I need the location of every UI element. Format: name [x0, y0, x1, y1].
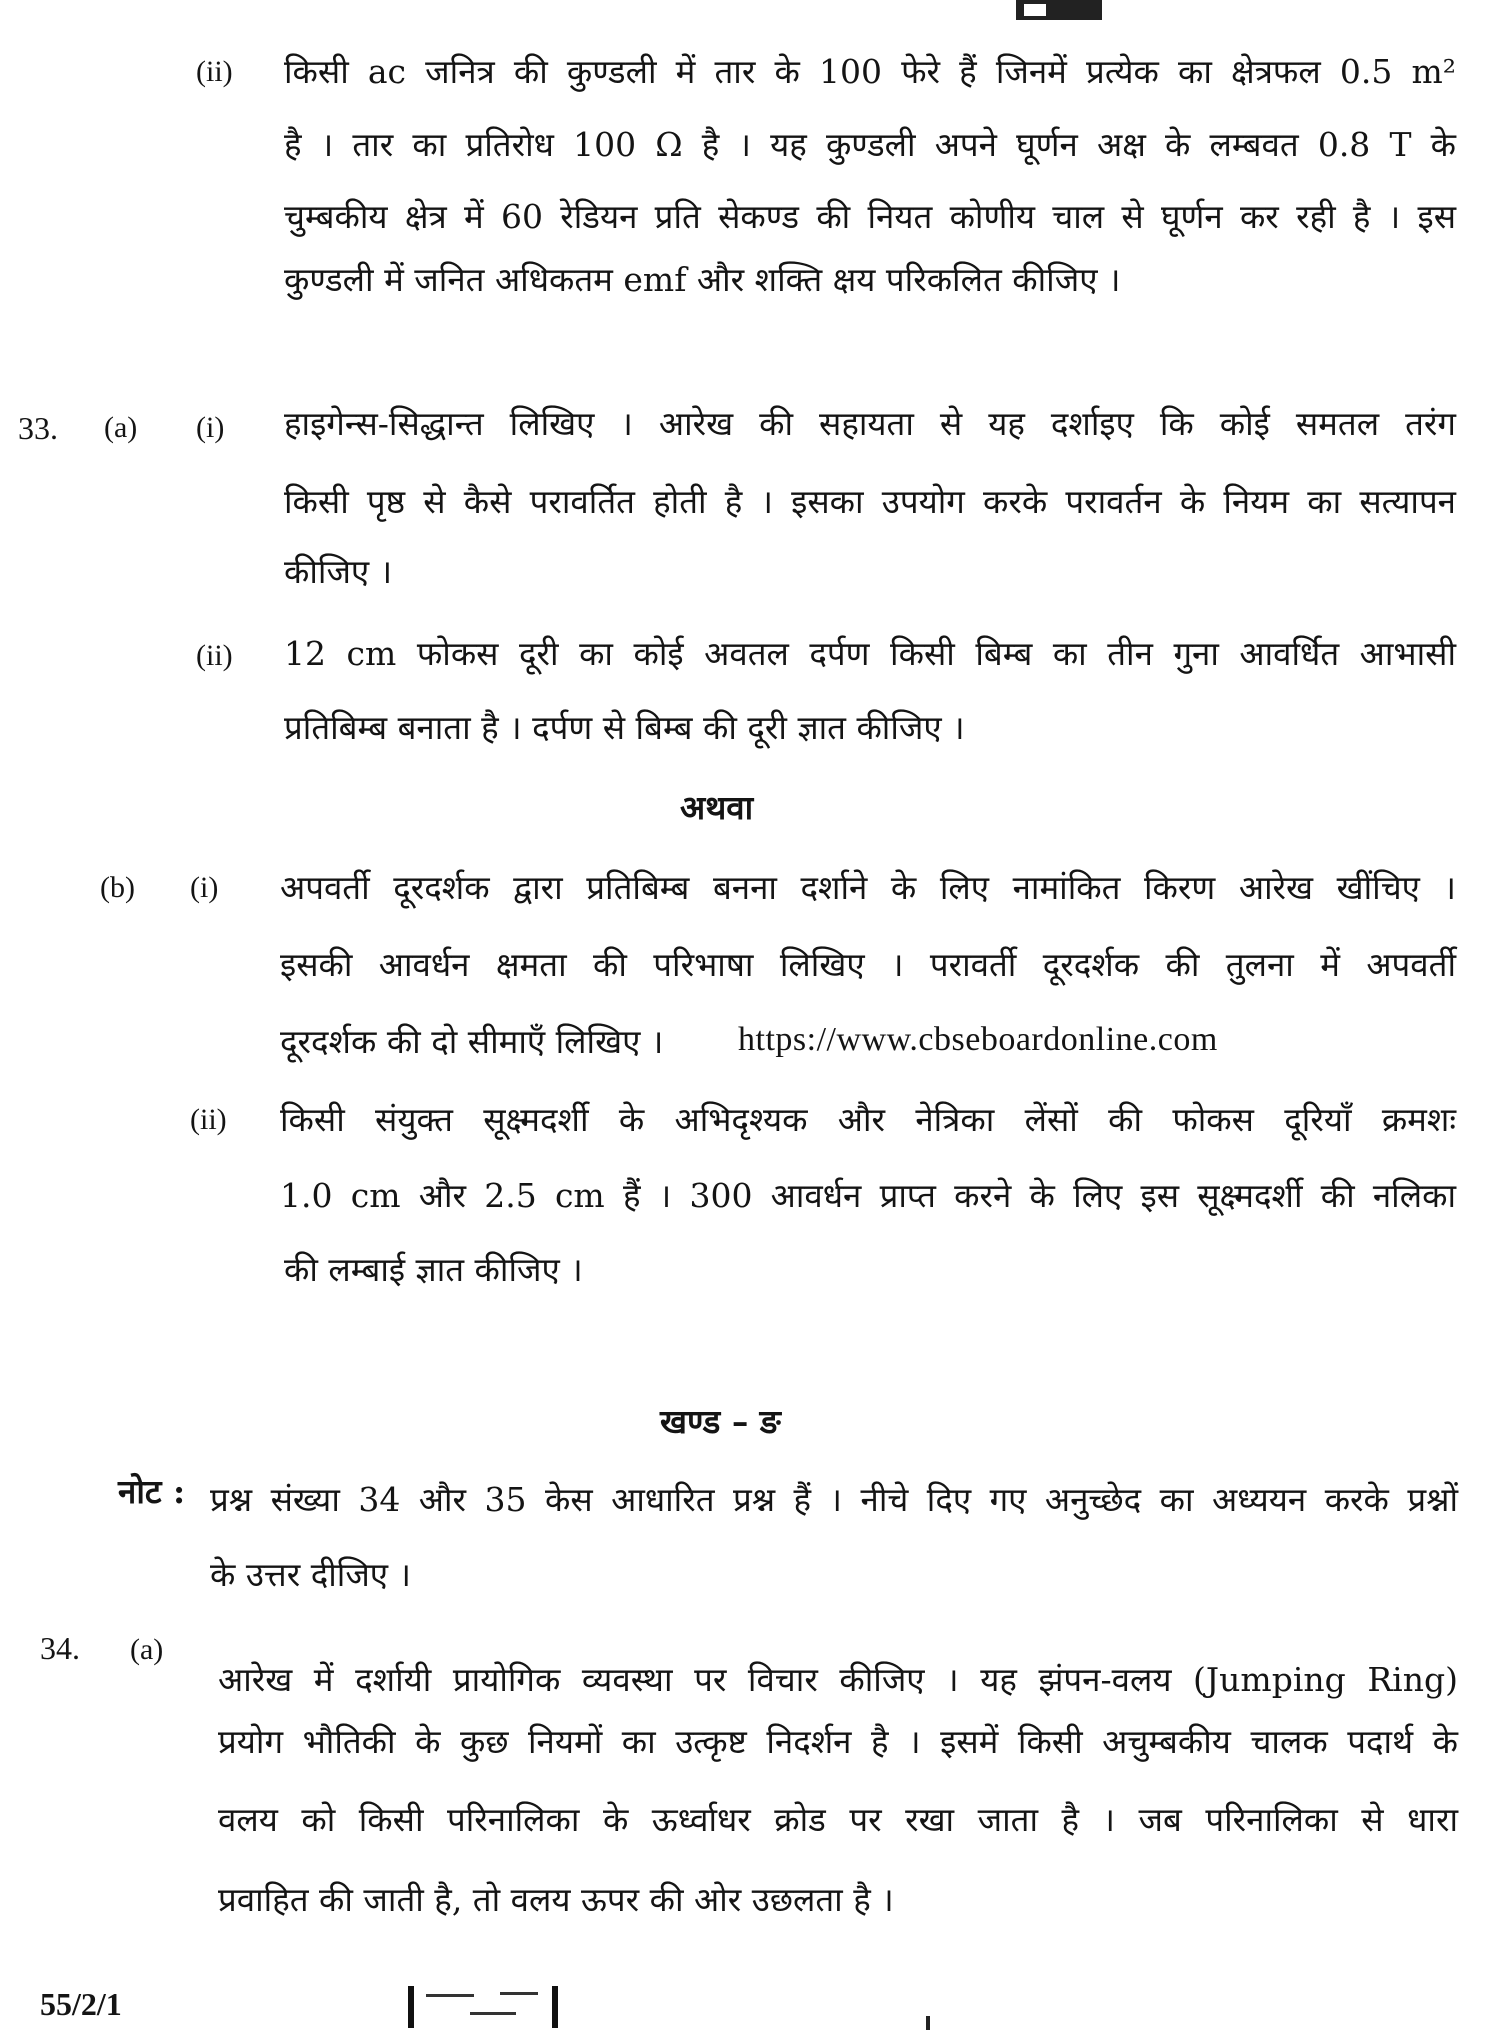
q32-ii-line-1: किसी ac जनित्र की कुण्डली में तार के 100 फेरे हैं जिनमें प्रत्येक का क्षेत्रफल 0.5 m²: [284, 52, 1456, 91]
q34-number: 34.: [40, 1630, 80, 1666]
q33-b-ii-line-2: 1.0 cm और 2.5 cm हैं । 300 आवर्धन प्राप्त करने के लिए इस सूक्ष्मदर्शी की नलिका: [280, 1176, 1456, 1215]
note-line-1: प्रश्न संख्या 34 और 35 केस आधारित प्रश्न हैं । नीचे दिए गए अनुच्छेद का अध्ययन करके प्रश्नों: [210, 1480, 1458, 1519]
q33-number: 33.: [18, 410, 58, 446]
q33-a-i-label: (i): [196, 411, 225, 444]
q33-a-i-line-2: किसी पृष्ठ से कैसे परावर्तित होती है । इसका उपयोग करके परावर्तन के नियम का सत्यापन: [284, 482, 1456, 521]
q33-b-ii-line-3: की लम्बाई ज्ञात कीजिए ।: [284, 1250, 583, 1289]
paper-code: 55/2/1: [40, 1986, 122, 2022]
q33-a-i-line-3: कीजिए ।: [284, 552, 393, 591]
q33-a-label: (a): [104, 411, 138, 444]
q33-b-i-line-2: इसकी आवर्धन क्षमता की परिभाषा लिखिए । परावर्ती दूरदर्शक की तुलना में अपवर्ती: [280, 945, 1456, 984]
q32-ii-line-4: कुण्डली में जनित अधिकतम emf और शक्ति क्षय परिकलित कीजिए ।: [284, 260, 1121, 299]
q34-line-3: वलय को किसी परिनालिका के ऊर्ध्वाधर क्रोड पर रखा जाता है । जब परिनालिका से धारा: [218, 1800, 1458, 1839]
page-marker-left-icon: [408, 1986, 414, 2028]
q33-a-ii-line-1: 12 cm फोकस दूरी का कोई अवतल दर्पण किसी बिम्ब का तीन गुना आवर्धित आभासी: [284, 634, 1456, 673]
page-marker-dash-icon: [500, 1992, 538, 1995]
source-url-link[interactable]: https://www.cbseboardonline.com: [738, 1021, 1218, 1058]
q33-a-ii-label: (ii): [196, 639, 233, 672]
page-marker-dash-icon: [426, 1994, 474, 1997]
q33-b-ii-line-1: किसी संयुक्त सूक्ष्मदर्शी के अभिदृश्यक और नेत्रिका लेंसों की फोकस दूरियाँ क्रमशः: [280, 1100, 1456, 1139]
q34-a-label: (a): [130, 1633, 164, 1666]
or-divider: अथवा: [680, 788, 754, 827]
note-label: नोट :: [118, 1472, 186, 1511]
q34-line-1: आरेख में दर्शायी प्रायोगिक व्यवस्था पर विचार कीजिए । यह झंपन-वलय (Jumping Ring): [218, 1660, 1458, 1699]
q33-a-ii-line-2: प्रतिबिम्ब बनाता है । दर्पण से बिम्ब की दूरी ज्ञात कीजिए ।: [284, 708, 965, 747]
q32-ii-line-3: चुम्बकीय क्षेत्र में 60 रेडियन प्रति सेकण्ड की नियत कोणीय चाल से घूर्णन कर रही है । इस: [284, 197, 1456, 236]
qr-code-icon: [1016, 0, 1102, 20]
q33-b-ii-label: (ii): [190, 1103, 227, 1136]
q33-b-i-line-1: अपवर्ती दूरदर्शक द्वारा प्रतिबिम्ब बनना दर्शाने के लिए नामांकित किरण आरेख खींचिए ।: [280, 868, 1456, 907]
section-heading: खण्ड – ङ: [660, 1402, 781, 1441]
q33-b-i-line-3: दूरदर्शक की दो सीमाएँ लिखिए ।: [280, 1022, 664, 1061]
page-marker-right-icon: [552, 1986, 558, 2028]
q32-ii-line-2: है । तार का प्रतिरोध 100 Ω है । यह कुण्डली अपने घूर्णन अक्ष के लम्बवत 0.8 T के: [284, 125, 1456, 164]
q33-b-label: (b): [100, 871, 135, 904]
page-marker-dash-icon: [470, 2012, 516, 2015]
q32-ii-label: (ii): [196, 55, 233, 88]
q34-line-2: प्रयोग भौतिकी के कुछ नियमों का उत्कृष्ट निदर्शन है । इसमें किसी अचुम्बकीय चालक पदार्थ के: [218, 1722, 1458, 1761]
q33-a-i-line-1: हाइगेन्स-सिद्धान्त लिखिए । आरेख की सहायता से यह दर्शाइए कि कोई समतल तरंग: [284, 404, 1456, 443]
q33-b-i-label: (i): [190, 871, 219, 904]
q34-line-4: प्रवाहित की जाती है, तो वलय ऊपर की ओर उछलता है ।: [218, 1880, 894, 1919]
page-tick-icon: [926, 2016, 930, 2030]
note-line-2: के उत्तर दीजिए ।: [210, 1555, 412, 1594]
